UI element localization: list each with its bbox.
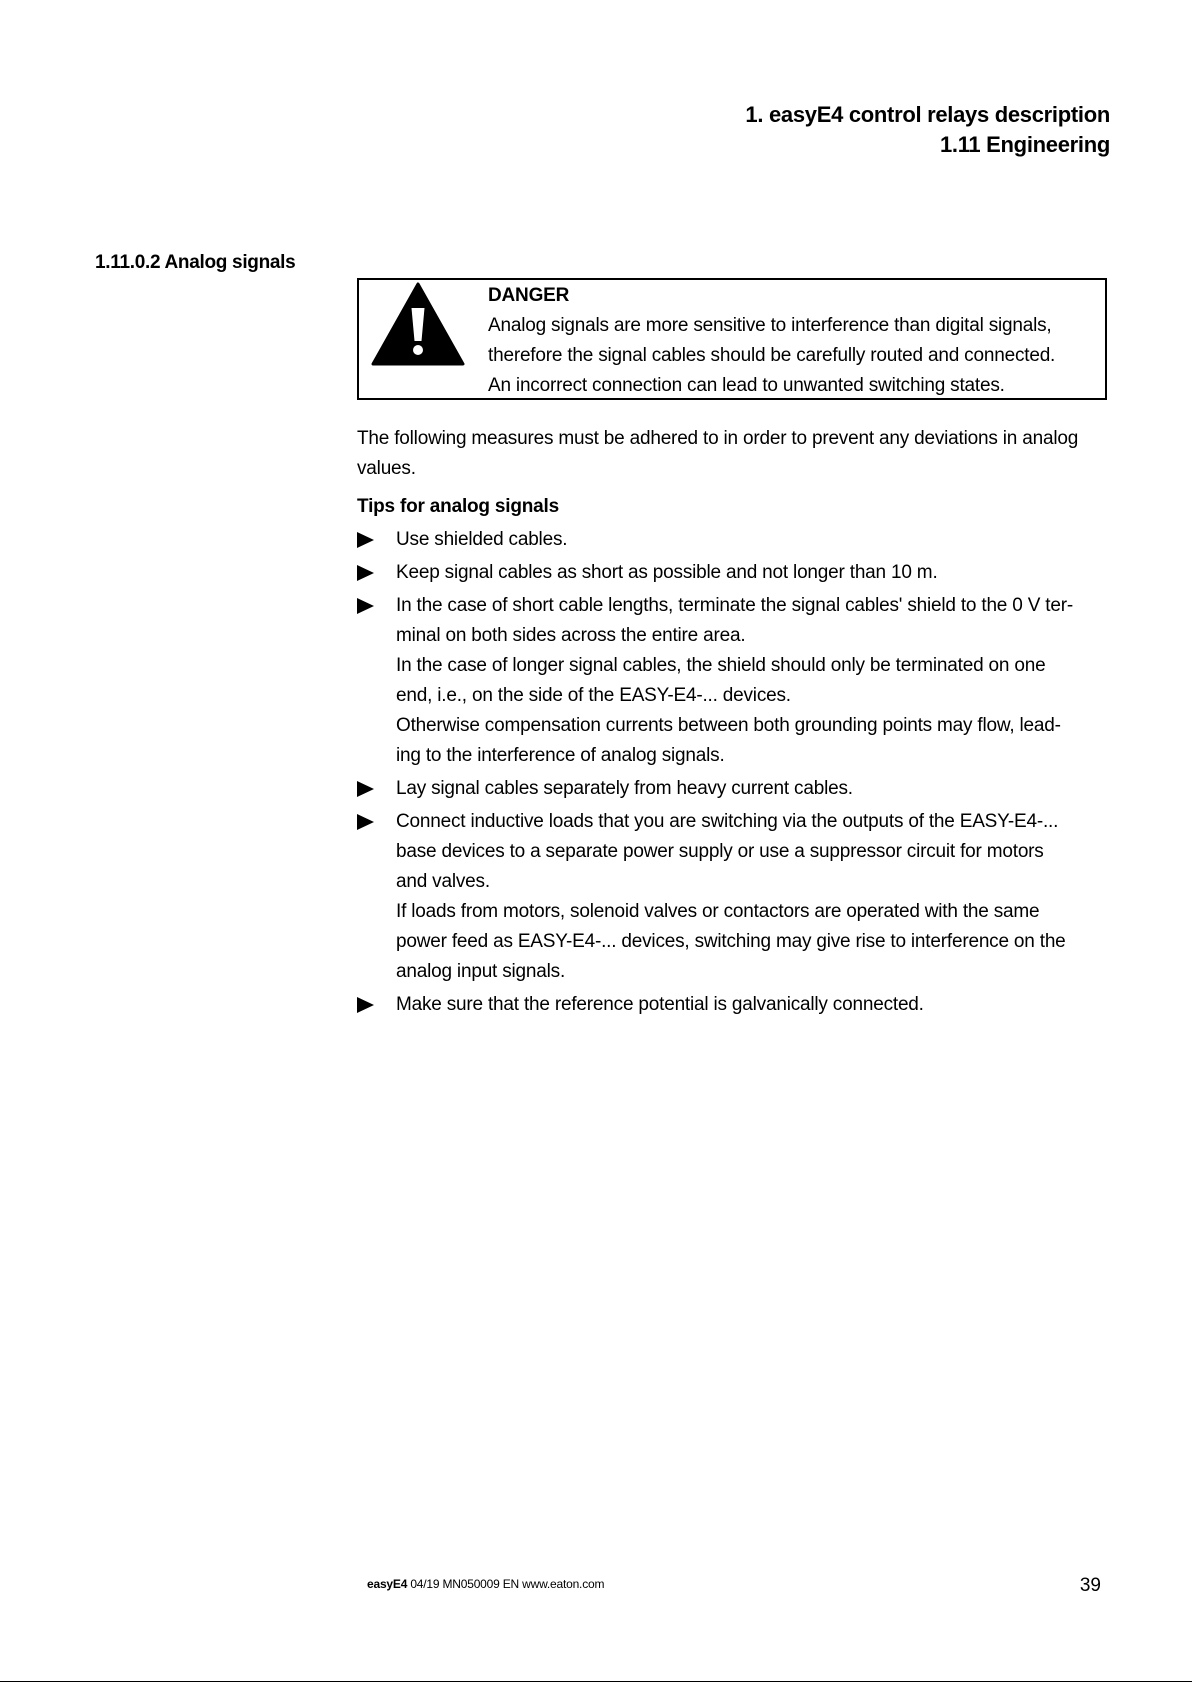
tip-line: minal on both sides across the entire area. (396, 625, 746, 646)
section-heading: 1.11 Engineering (939, 132, 1110, 157)
danger-title: DANGER (488, 285, 570, 306)
bullet-arrow-icon (357, 598, 374, 614)
footer-url: www.eaton.com (522, 1577, 605, 1591)
footer-brand: easyE4 (367, 1577, 408, 1591)
tips-list (357, 525, 1107, 1020)
danger-notice (357, 278, 1107, 400)
tip-line: Otherwise compensation currents between both grounding points may flow, lead- (396, 715, 1061, 736)
bullet-arrow-icon (357, 532, 374, 548)
intro-paragraph: The following measures must be adhered to in order to prevent any deviations in analog values. (357, 428, 1079, 479)
tip-item (357, 591, 1107, 771)
tip-line: Keep signal cables as short as possible and not longer than 10 m. (396, 562, 938, 583)
tip-line: analog input signals. (396, 961, 566, 982)
danger-line: Analog signals are more sensitive to interference than digital signals, (488, 315, 1052, 336)
bullet-arrow-icon (357, 781, 374, 797)
tip-item (357, 558, 1107, 588)
tip-line: Lay signal cables separately from heavy current cables. (396, 778, 853, 799)
tip-line: Make sure that the reference potential is galvanically connected. (396, 994, 924, 1015)
page-number: 39 (1079, 1575, 1101, 1596)
page-header (745, 100, 1110, 160)
danger-line: therefore the signal cables should be carefully routed and connected. (488, 345, 1056, 366)
tip-item (357, 774, 1107, 804)
page-bottom-rule (0, 1681, 1192, 1682)
tip-line: and valves. (396, 871, 490, 892)
tip-line: end, i.e., on the side of the EASY-E4-... devices. (396, 685, 791, 706)
tip-line: power feed as EASY-E4-... devices, switching may give rise to interference on the (396, 931, 1066, 952)
tip-item (357, 525, 1107, 555)
tips-title: Tips for analog signals (357, 496, 559, 517)
danger-line: An incorrect connection can lead to unwanted switching states. (488, 375, 1005, 396)
bullet-arrow-icon (357, 565, 374, 581)
tip-line: Connect inductive loads that you are switching via the outputs of the EASY-E4-... (396, 811, 1059, 832)
tip-line: In the case of short cable lengths, terminate the signal cables' shield to the 0 V ter- (396, 595, 1073, 616)
tip-line: Use shielded cables. (396, 529, 568, 550)
footer-info: 04/19 MN050009 EN (410, 1577, 520, 1591)
chapter-heading: 1. easyE4 control relays description (745, 102, 1110, 127)
page-footer (367, 1577, 604, 1591)
tip-item (357, 990, 1107, 1020)
bullet-arrow-icon (357, 814, 374, 830)
danger-text (488, 281, 1097, 401)
warning-triangle-icon (371, 282, 465, 366)
tip-item (357, 807, 1107, 987)
bullet-arrow-icon (357, 997, 374, 1013)
tip-line: ing to the interference of analog signals. (396, 745, 725, 766)
main-content (357, 278, 1107, 1023)
tip-line: In the case of longer signal cables, the shield should only be terminated on one (396, 655, 1046, 676)
tip-line: If loads from motors, solenoid valves or contactors are operated with the same (396, 901, 1040, 922)
tip-line: base devices to a separate power supply or use a suppressor circuit for motors (396, 841, 1044, 862)
section-title: 1.11.0.2 Analog signals (95, 252, 296, 273)
